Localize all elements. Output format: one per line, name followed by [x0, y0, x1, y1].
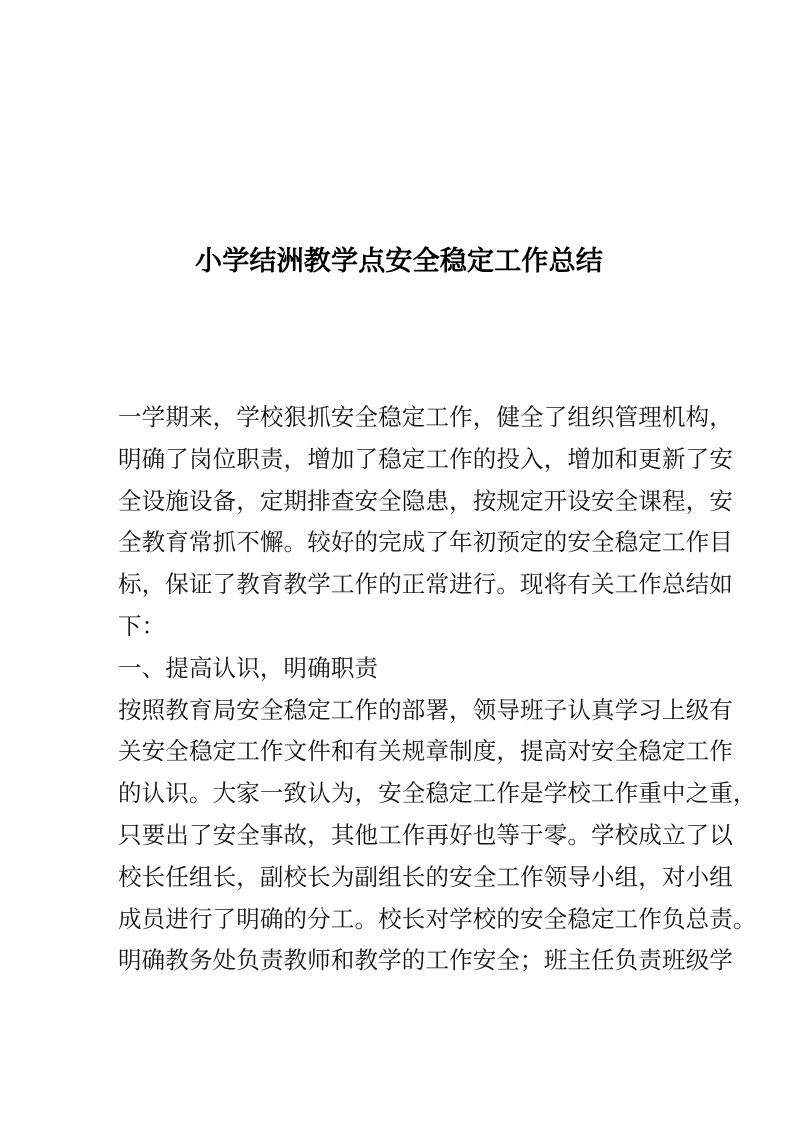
paragraph-line: 全教育常抓不懈。较好的完成了年初预定的安全稳定工作目 — [118, 528, 733, 557]
paragraph-line: 关安全稳定工作文件和有关规章制度，提高对安全稳定工作 — [118, 737, 733, 766]
document-content — [118, 397, 757, 982]
paragraph-line: 明确教务处负责教师和教学的工作安全；班主任负责班级学 — [118, 946, 733, 975]
paragraph-line: 只要出了安全事故，其他工作再好也等于零。学校成立了以 — [118, 820, 733, 849]
paragraph-line: 成员进行了明确的分工。校长对学校的安全稳定工作负总责。 — [118, 904, 757, 933]
paragraph-line: 按照教育局安全稳定工作的部署，领导班子认真学习上级有 — [118, 695, 733, 724]
paragraph-line: 校长任组长，副校长为副组长的安全工作领导小组，对小组 — [118, 862, 733, 891]
section-heading: 一、提高认识，明确职责 — [118, 653, 379, 682]
page-title: 小学结洲教学点安全稳定工作总结 — [195, 246, 603, 277]
paragraph-line: 明确了岗位职责，增加了稳定工作的投入，增加和更新了安 — [118, 444, 733, 473]
paragraph-line: 标，保证了教育教学工作的正常进行。现将有关工作总结如 — [118, 570, 733, 599]
paragraph-line: 全设施设备，定期排查安全隐患，按规定开设安全课程，安 — [118, 486, 733, 515]
paragraph-line: 的认识。大家一致认为，安全稳定工作是学校工作重中之重， — [118, 779, 757, 808]
paragraph-line: 一学期来，学校狠抓安全稳定工作，健全了组织管理机构， — [118, 403, 733, 431]
paragraph-line: 下： — [118, 611, 166, 640]
